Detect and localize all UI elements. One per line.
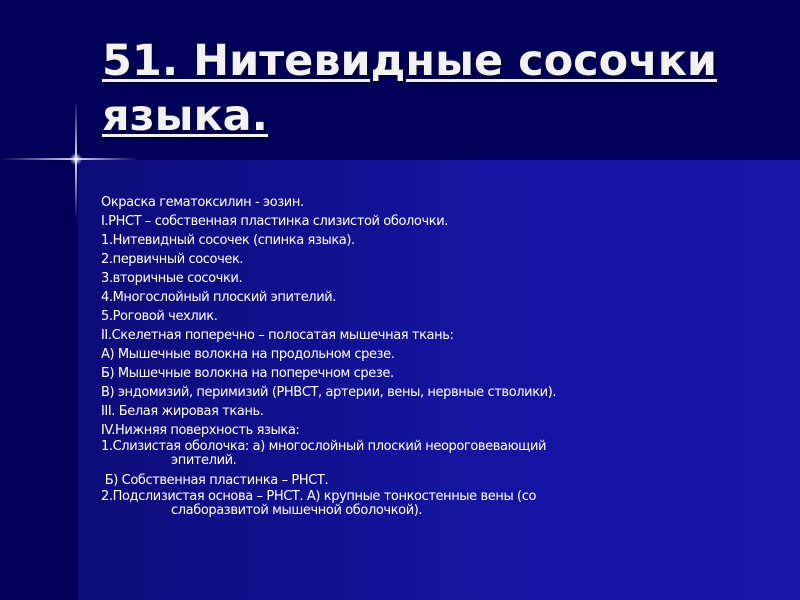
list-item: 3.вторичные сосочки. [101, 271, 243, 286]
list-item: I.РНСТ – собственная пластинка слизистой оболочки. [101, 214, 448, 229]
list-item-continuation: эпителий. [171, 453, 237, 468]
list-item [101, 490, 741, 518]
list-item: Б) Собственная пластинка – РНСТ. [101, 473, 329, 488]
list-item [101, 440, 741, 468]
list-item: 1.Нитевидный сосочек (спинка языка). [101, 233, 355, 248]
list-item: Б) Мышечные волокна на поперечном срезе. [101, 366, 394, 381]
list-item: 5.Роговой чехлик. [101, 309, 218, 324]
list-item: В) эндомизий, перимизий (РНВСТ, артерии, вены, нервные стволики). [101, 385, 557, 400]
slide-body-list [101, 193, 741, 521]
slide-title: 51. Нитевидные сосочки языка. [102, 36, 718, 141]
left-margin-background [0, 160, 78, 600]
list-item-text: 1.Слизистая оболочка: а) многослойный плоский неороговевающий [101, 439, 547, 454]
sparkle-icon [70, 153, 82, 165]
list-item: 2.первичный сосочек. [101, 252, 244, 267]
list-item-continuation: слаборазвитой мышечной оболочкой). [171, 503, 423, 518]
list-item: А) Мышечные волокна на продольном срезе. [101, 347, 395, 362]
list-item-text: 2.Подслизистая основа – РНСТ. А) крупные тонкостенные вены (со [101, 489, 537, 504]
list-item: IV.Нижняя поверхность языка: [101, 423, 300, 438]
list-item: Окраска гематоксилин - эозин. [101, 195, 304, 210]
list-item: III. Белая жировая ткань. [101, 404, 264, 419]
list-item: 4.Многослойный плоский эпителий. [101, 290, 337, 305]
list-item: II.Скелетная поперечно – полосатая мышечная ткань: [101, 328, 454, 343]
